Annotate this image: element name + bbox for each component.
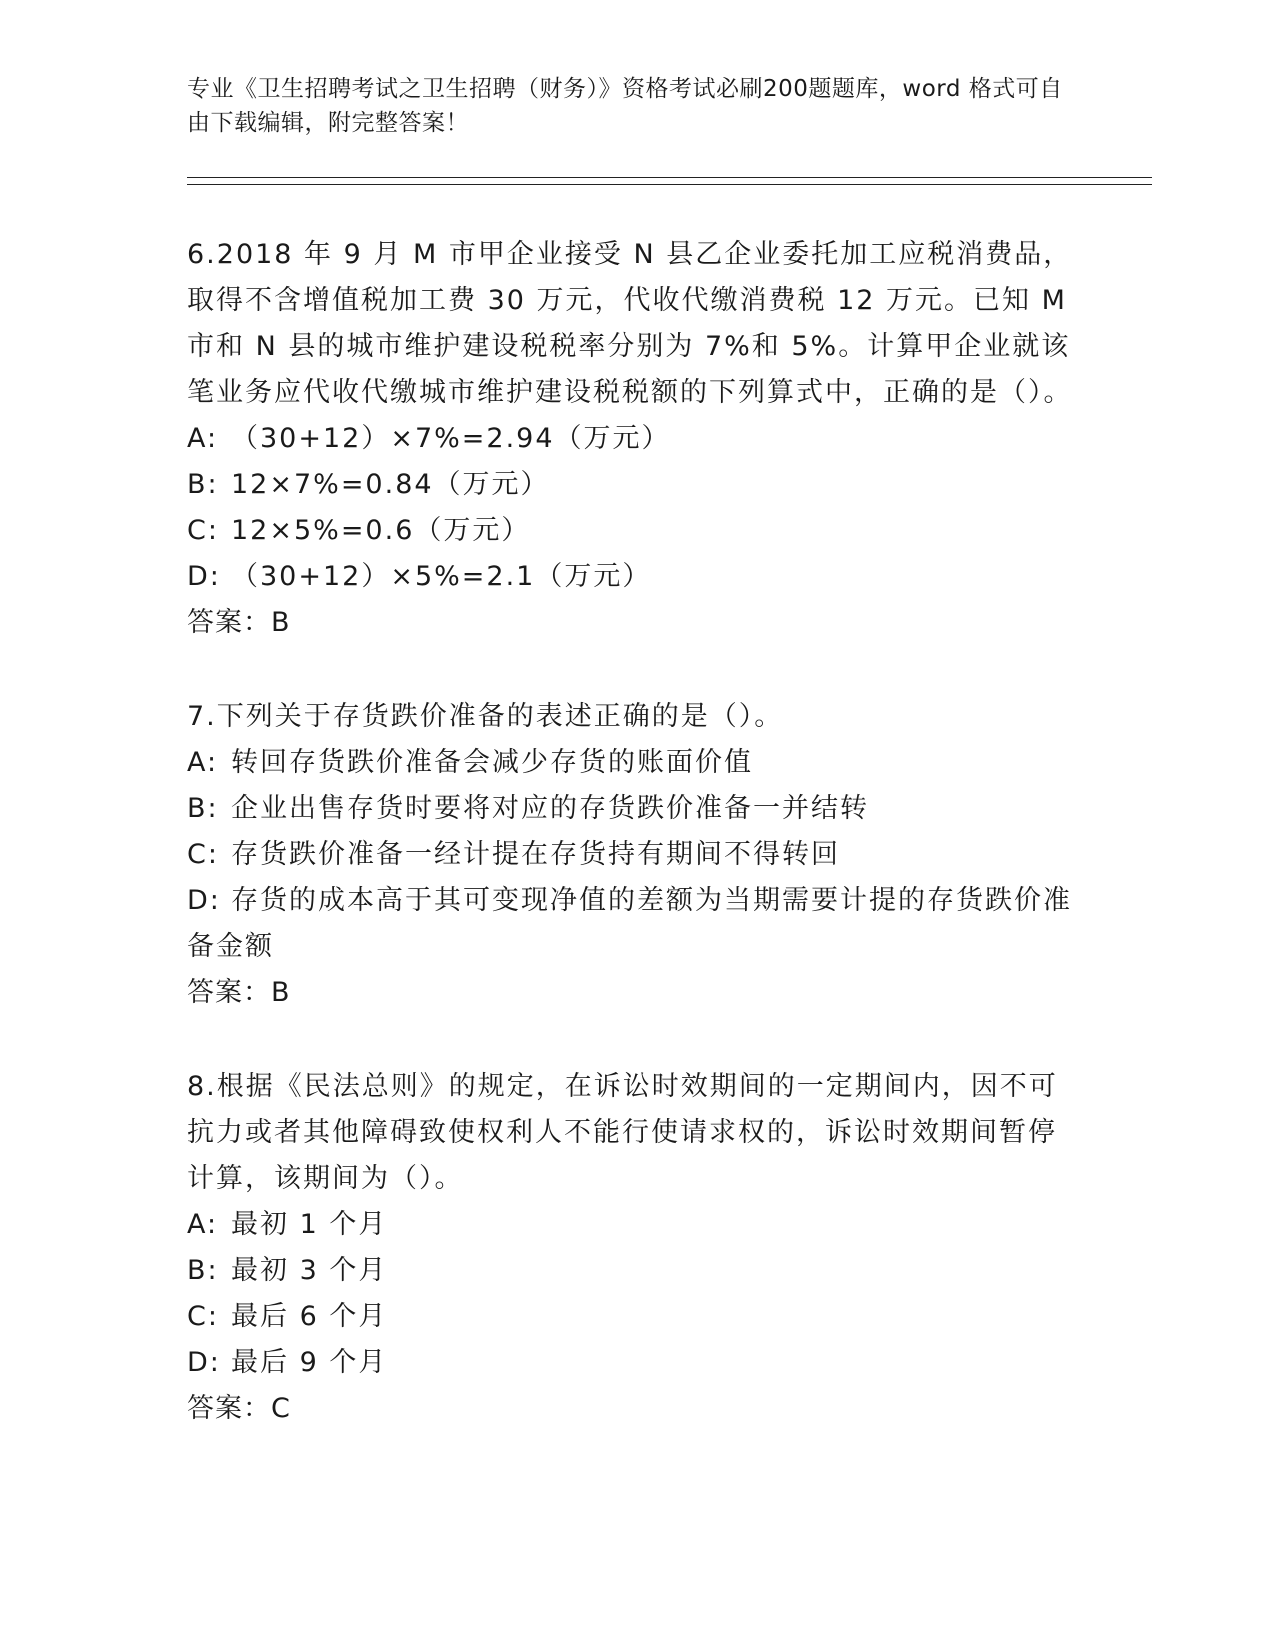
- option-b: [187, 462, 1077, 508]
- answer-line: [187, 1386, 1077, 1432]
- option-letter: A:: [187, 423, 219, 454]
- option-letter: C:: [187, 1301, 219, 1332]
- option-text: 最初 1 个月: [231, 1209, 388, 1240]
- option-letter: C:: [187, 515, 219, 546]
- option-b: [187, 1248, 1077, 1294]
- option-a: [187, 1202, 1077, 1248]
- answer-value: B: [271, 607, 291, 638]
- option-letter: A:: [187, 1209, 219, 1240]
- option-text: 最后 6 个月: [231, 1301, 388, 1332]
- option-text: 最后 9 个月: [231, 1347, 388, 1378]
- option-d: [187, 1340, 1077, 1386]
- option-d: [187, 554, 1077, 600]
- question-list: [187, 232, 1077, 1480]
- answer-line: [187, 970, 1077, 1016]
- option-text: （30+12）×5%=2.1（万元）: [231, 561, 652, 592]
- option-d: [187, 878, 1077, 970]
- answer-label: 答案：: [187, 1393, 271, 1424]
- option-letter: D:: [187, 1347, 221, 1378]
- answer-label: 答案：: [187, 977, 271, 1008]
- document-header: 专业《卫生招聘考试之卫生招聘（财务）》资格考试必刷200题题库，word 格式可自由下载编辑，附完整答案！: [187, 76, 1063, 136]
- question-stem: 7.下列关于存货跌价准备的表述正确的是（）。: [187, 701, 784, 732]
- header-divider: [187, 177, 1152, 185]
- option-letter: D:: [187, 561, 221, 592]
- question-7: [187, 694, 1077, 1016]
- option-letter: A:: [187, 747, 219, 778]
- option-c: [187, 1294, 1077, 1340]
- question-6: [187, 232, 1077, 646]
- option-text: 存货跌价准备一经计提在存货持有期间不得转回: [231, 839, 840, 870]
- answer-line: [187, 600, 1077, 646]
- option-letter: B:: [187, 1255, 219, 1286]
- option-letter: D:: [187, 885, 221, 916]
- option-c: [187, 832, 1077, 878]
- option-text: 12×5%=0.6（万元）: [231, 515, 531, 546]
- option-text: 最初 3 个月: [231, 1255, 388, 1286]
- option-a: [187, 416, 1077, 462]
- option-a: [187, 740, 1077, 786]
- answer-value: C: [271, 1393, 291, 1424]
- option-letter: B:: [187, 793, 219, 824]
- option-text: 存货的成本高于其可变现净值的差额为当期需要计提的存货跌价准备金额: [187, 885, 1072, 962]
- option-text: 12×7%=0.84（万元）: [231, 469, 550, 500]
- question-8: [187, 1064, 1077, 1432]
- option-c: [187, 508, 1077, 554]
- option-text: 企业出售存货时要将对应的存货跌价准备一并结转: [231, 793, 869, 824]
- option-b: [187, 786, 1077, 832]
- option-text: （30+12）×7%=2.94（万元）: [231, 423, 671, 454]
- option-letter: C:: [187, 839, 219, 870]
- option-text: 转回存货跌价准备会减少存货的账面价值: [231, 747, 753, 778]
- option-letter: B:: [187, 469, 219, 500]
- question-stem: 6.2018 年 9 月 M 市甲企业接受 N 县乙企业委托加工应税消费品，取得不含增值税加工费 30 万元，代收代缴消费税 12 万元。已知 M 市和 N 县的城市维护建设税税率分别为 7%和 5%。计算甲企业就该笔业务应代收代缴城市维护建设税税额的下列算式中，正确的是（）。: [187, 239, 1073, 408]
- question-stem: 8.根据《民法总则》的规定，在诉讼时效期间的一定期间内，因不可抗力或者其他障碍致使权利人不能行使请求权的，诉讼时效期间暂停计算，该期间为（）。: [187, 1071, 1058, 1194]
- answer-label: 答案：: [187, 607, 271, 638]
- answer-value: B: [271, 977, 291, 1008]
